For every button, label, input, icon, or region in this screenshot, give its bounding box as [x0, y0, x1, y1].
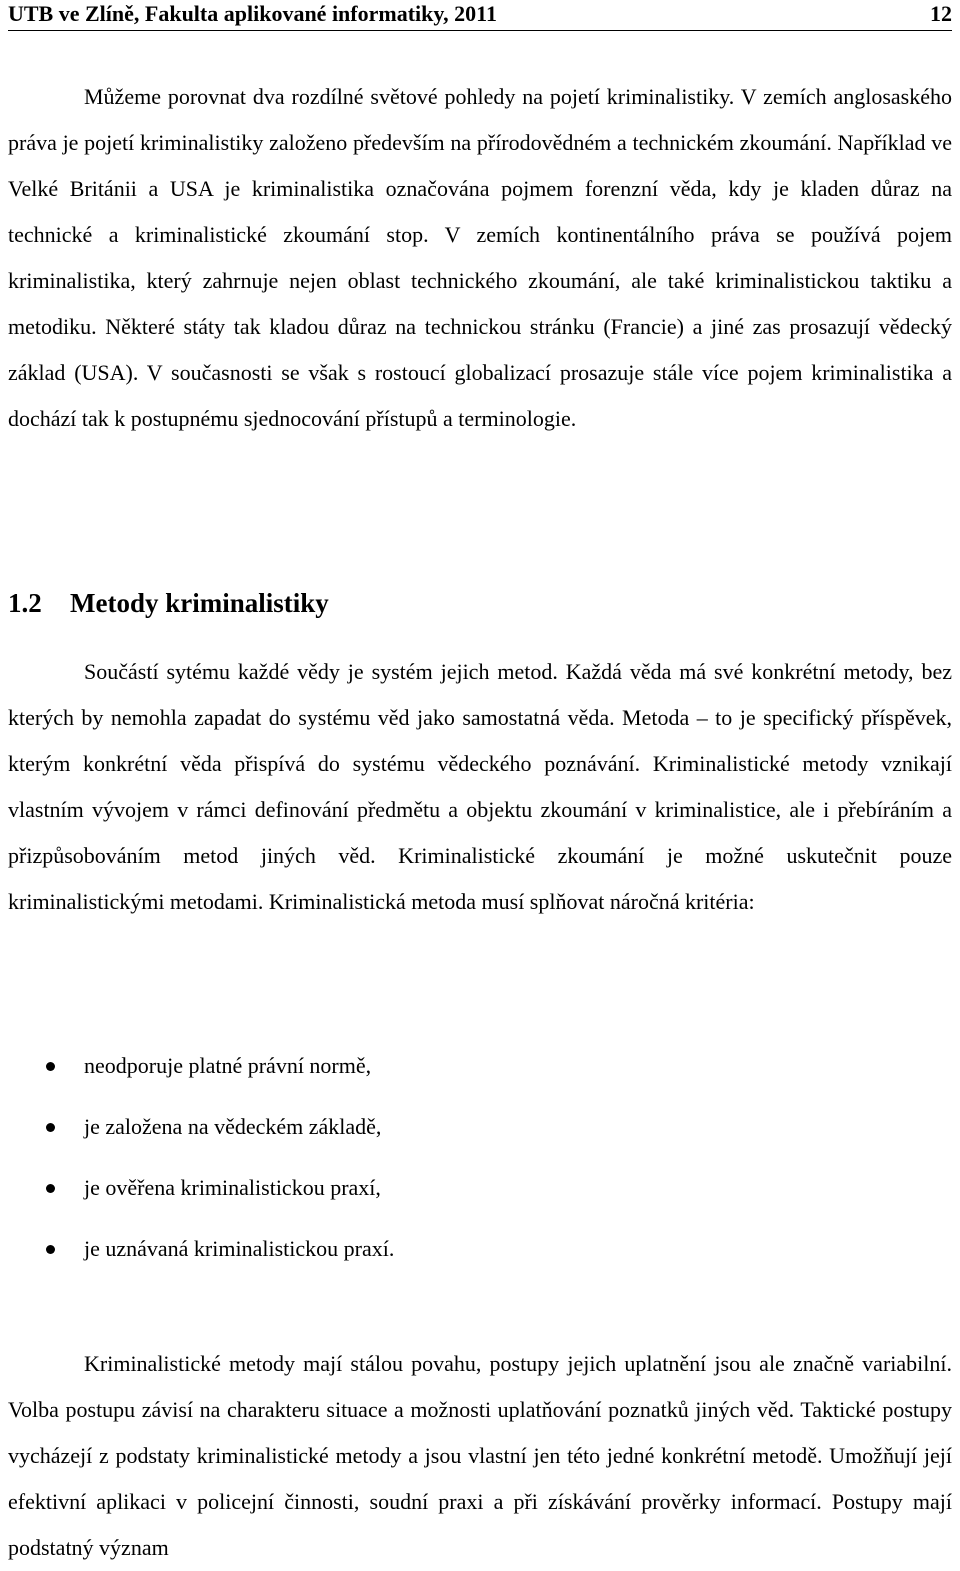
page-header: [8, 0, 952, 31]
paragraph-procedures: Kriminalistické metody mají stálou povahu, postupy jejich uplatnění jsou ale značně variabilní. Volba postupu závisí na charakteru situace a možnosti uplatňování poznatků jiných věd. Taktické postupy vycházejí z podstaty kriminalistické metody a jsou vlastní jen této jedné konkrétní metodě. Umožňují její efektivní aplikaci v policejní činnosti, soudní praxi a při získávání prověrky informací. Postupy mají podstatný význam: [8, 1351, 952, 1560]
list-item: [8, 1226, 952, 1287]
list-item: [8, 1104, 952, 1165]
list-item: [8, 1043, 952, 1104]
page-number: 12: [930, 1, 952, 26]
list-item-text: je založena na vědeckém základě,: [84, 1114, 382, 1139]
list-item-text: je uznávaná kriminalistickou praxí.: [84, 1236, 395, 1261]
header-title: UTB ve Zlíně, Fakulta aplikované informatiky, 2011: [8, 1, 497, 26]
section-title: Metody kriminalistiky: [70, 588, 329, 618]
bullet-icon: [46, 1245, 55, 1254]
paragraph-comparison: Můžeme porovnat dva rozdílné světové pohledy na pojetí kriminalistiky. V zemích anglosaského práva je pojetí kriminalistiky založeno především na přírodovědném a technickém zkoumání. Například ve Velké Británii a USA je kriminalistika označována pojmem forenzní věda, kdy je kladen důraz na technické a kriminalistické zkoumání stop. V zemích kontinentálního práva se používá pojem kriminalistika, který zahrnuje nejen oblast technického zkoumání, ale také kriminalistickou taktiku a metodiku. Některé státy tak kladou důraz na technickou stránku (Francie) a jiné zas prosazují vědecký základ (USA). V současnosti se však s rostoucí globalizací prosazuje stále více pojem kriminalistika a dochází tak k postupnému sjednocování přístupů a terminologie.: [8, 84, 952, 431]
list-item-text: je ověřena kriminalistickou praxí,: [84, 1175, 381, 1200]
section-number: 1.2: [8, 588, 42, 618]
paragraph-methods: Součástí sytému každé vědy je systém jejich metod. Každá věda má své konkrétní metody, bez kterých by nemohla zapadat do systému věd jako samostatná věda. Metoda – to je specifický příspěvek, kterým konkrétní věda přispívá do systému vědeckého poznávání. Kriminalistické metody vznikají vlastním vývojem v rámci definování předmětu a objektu zkoumání v kriminalistice, ale i přebíráním a přizpůsobováním metod jiných věd. Kriminalistické zkoumání je možné uskutečnit pouze kriminalistickými metodami. Kriminalistická metoda musí splňovat náročná kritéria:: [8, 659, 952, 914]
criteria-list: [8, 1043, 952, 1287]
bullet-icon: [46, 1184, 55, 1193]
list-item-text: neodporuje platné právní normě,: [84, 1053, 372, 1078]
bullet-icon: [46, 1123, 55, 1132]
section-heading: [8, 588, 329, 619]
bullet-icon: [46, 1062, 55, 1071]
list-item: [8, 1165, 952, 1226]
